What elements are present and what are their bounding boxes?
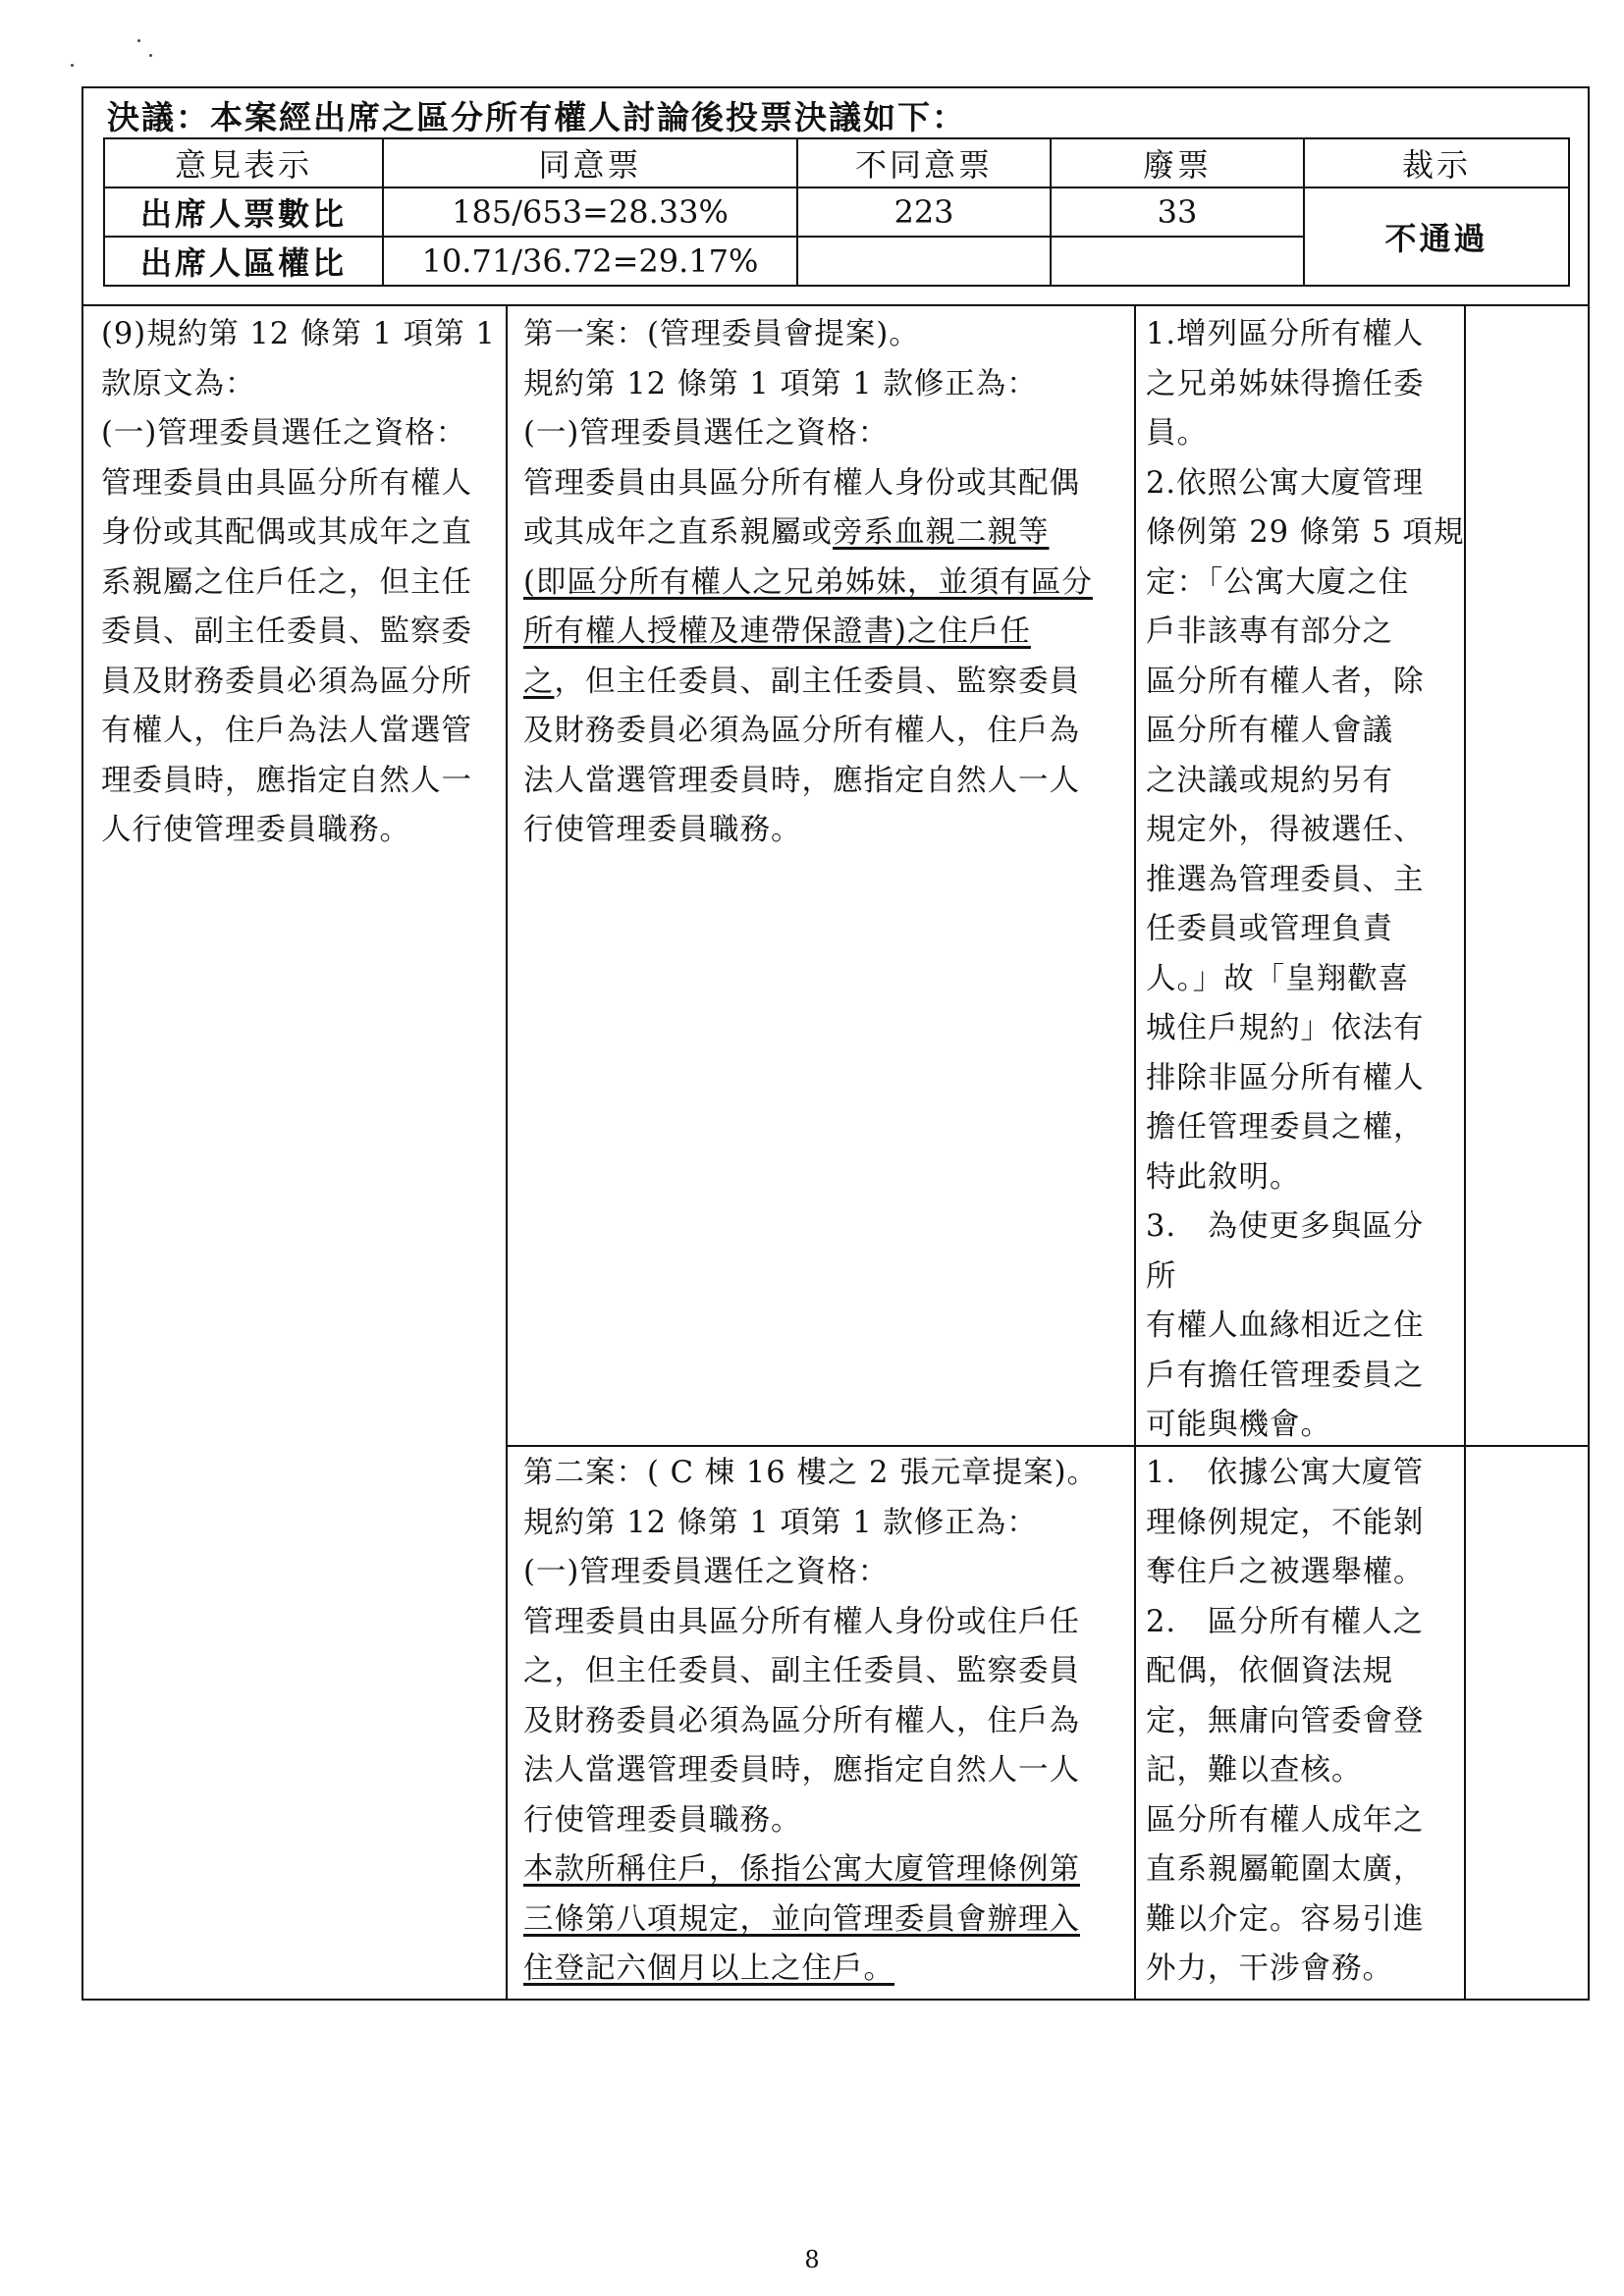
text-line: 員。 (1146, 416, 1208, 451)
amended-text: 住登記六個月以上之住戶。 (523, 1951, 894, 1986)
resolution-title: 決議：本案經出席之區分所有權人討論後投票決議如下： (107, 98, 966, 136)
text-line: 委員、副主任委員、監察委 (101, 614, 472, 649)
amended-text: (即區分所有權人之兄弟姊妹，並須有區分 (523, 564, 1093, 600)
text-line: 2.依照公寓大廈管理 (1146, 465, 1425, 501)
original-clause (101, 310, 499, 856)
text-line: 1.增列區分所有權人 (1146, 317, 1425, 351)
text-line (523, 508, 1127, 559)
column-divider (506, 306, 508, 1999)
text-line: 管理委員由具區分所有權人身份或其配偶 (523, 465, 1080, 501)
disagree-count: 223 (797, 187, 1051, 237)
agree-count: 185/653=28.33% (383, 187, 797, 237)
proposal-2-reason (1146, 1449, 1462, 1995)
text-line: 定：「公寓大廈之住 (1146, 564, 1410, 600)
proposal-1-reason (1146, 310, 1465, 1451)
text-line: 3. 為使更多與區分 (1146, 1209, 1425, 1244)
text-line: 及財務委員必須為區分所有權人，住戶為 (523, 1703, 1080, 1738)
amended-text: 之 (523, 664, 555, 699)
row-label: 出席人票數比 (104, 187, 383, 237)
text-line: 難以介定。容易引進 (1146, 1901, 1425, 1937)
header-ruling: 裁示 (1304, 138, 1569, 187)
text-segment: 或其成年之直系親屬或 (523, 515, 833, 550)
text-line: 法人當選管理委員時，應指定自然人一人 (523, 1753, 1080, 1788)
text-line: 1. 依據公寓大廈管 (1146, 1456, 1425, 1490)
agree-ratio: 10.71/36.72=29.17% (383, 237, 797, 286)
text-line: 有權人血緣相近之住 (1146, 1308, 1425, 1343)
text-line: 記，難以查核。 (1146, 1753, 1363, 1788)
text-line: 之，但主任委員、副主任委員、監察委員 (523, 1654, 1080, 1688)
scan-speck (137, 39, 140, 42)
proposals-section (83, 306, 1588, 1999)
header-opinion: 意見表示 (104, 138, 383, 187)
text-line: 人。」故「皇翔歡喜 (1146, 961, 1410, 996)
text-line: 有權人，住戶為法人當選管 (101, 714, 472, 748)
text-line: 人行使管理委員職務。 (101, 813, 410, 847)
text-line: 2. 區分所有權人之 (1146, 1604, 1425, 1639)
text-line: 可能與機會。 (1146, 1408, 1331, 1442)
amended-text: 旁系血親二親等 (833, 515, 1050, 550)
amended-text: 三條第八項規定，並向管理委員會辦理入 (523, 1901, 1080, 1937)
column-divider (1464, 306, 1466, 1999)
text-line: 及財務委員必須為區分所有權人，住戶為 (523, 714, 1080, 748)
text-line: 身份或其配偶或其成年之直 (101, 515, 472, 550)
header-disagree: 不同意票 (797, 138, 1051, 187)
text-line: 定，無庸向管委會登 (1146, 1703, 1425, 1738)
text-line: 管理委員由具區分所有權人 (101, 465, 472, 501)
text-line: 第一案：(管理委員會提案)。 (523, 317, 920, 351)
vote-result-table (103, 137, 1570, 287)
text-line: 區分所有權人會議 (1146, 714, 1393, 748)
text-line: 配偶，依個資法規 (1146, 1654, 1393, 1688)
text-line: 行使管理委員職務。 (523, 813, 802, 847)
vote-row-count (104, 187, 1569, 237)
text-line: 之決議或規約另有 (1146, 763, 1393, 798)
row-label: 出席人區權比 (104, 237, 383, 286)
scan-speck (71, 64, 74, 67)
text-line: (一)管理委員選任之資格： (101, 416, 467, 451)
header-invalid: 廢票 (1051, 138, 1304, 187)
text-line: 行使管理委員職務。 (523, 1802, 802, 1838)
text-line: 款原文為： (101, 366, 256, 401)
text-line: 任委員或管理負責 (1146, 912, 1393, 946)
text-line: 外力，干涉會務。 (1146, 1951, 1393, 1986)
header-agree: 同意票 (383, 138, 797, 187)
column-divider (1134, 306, 1136, 1999)
text-line: 第二案：( C 棟 16 樓之 2 張元章提案)。 (523, 1456, 1099, 1490)
text-line: 系親屬之住戶任之，但主任 (101, 564, 472, 600)
text-line: 戶非該專有部分之 (1146, 614, 1393, 649)
text-line: 戶有擔任管理委員之 (1146, 1358, 1425, 1393)
text-line: 城住戶規約」依法有 (1146, 1011, 1425, 1045)
text-line (523, 658, 1127, 708)
resolution-section (83, 88, 1588, 306)
text-line: 區分所有權人者，除 (1146, 664, 1425, 699)
text-line: 排除非區分所有權人 (1146, 1060, 1425, 1095)
text-line: 規約第 12 條第 1 項第 1 款修正為： (523, 366, 1038, 401)
text-line: (9)規約第 12 條第 1 項第 1 (101, 317, 496, 351)
text-line: (一)管理委員選任之資格： (523, 1555, 890, 1589)
amended-text: 本款所稱住戶，係指公寓大廈管理條例第 (523, 1852, 1080, 1887)
text-line: 之兄弟姊妹得擔任委 (1146, 366, 1425, 401)
text-line: 奪住戶之被選舉權。 (1146, 1555, 1425, 1589)
text-line: 條例第 29 條第 5 項規 (1146, 515, 1465, 550)
invalid-ratio (1051, 237, 1304, 286)
text-line: 理委員時，應指定自然人一 (101, 763, 472, 798)
text-line: 直系親屬範圍太廣， (1146, 1852, 1425, 1887)
disagree-ratio (797, 237, 1051, 286)
text-line: 管理委員由具區分所有權人身份或住戶任 (523, 1604, 1080, 1639)
ruling-value: 不通過 (1304, 187, 1569, 286)
proposal-2-text (523, 1449, 1127, 1995)
document-table (81, 86, 1590, 2001)
text-line: 員及財務委員必須為區分所 (101, 664, 472, 699)
text-line: 特此敘明。 (1146, 1159, 1301, 1195)
proposal-1-text (523, 310, 1127, 856)
amended-text: 所有權人授權及連帶保證書)之住戶任 (523, 614, 1031, 649)
text-line: 推選為管理委員、主 (1146, 862, 1425, 897)
text-line: 規約第 12 條第 1 項第 1 款修正為： (523, 1505, 1038, 1540)
scan-speck (149, 54, 152, 57)
text-segment: ，但主任委員、副主任委員、監察委員 (554, 664, 1080, 699)
text-line: 規定外，得被選任、 (1146, 813, 1425, 847)
invalid-count: 33 (1051, 187, 1304, 237)
text-line: 理條例規定，不能剝 (1146, 1505, 1425, 1540)
text-line: 法人當選管理委員時，應指定自然人一人 (523, 763, 1080, 798)
text-line: (一)管理委員選任之資格： (523, 416, 890, 451)
vote-header-row (104, 138, 1569, 187)
text-line: 區分所有權人成年之 (1146, 1802, 1425, 1838)
text-line: 所 (1146, 1258, 1177, 1294)
text-line: 擔任管理委員之權， (1146, 1110, 1425, 1145)
page-number: 8 (804, 2246, 820, 2273)
